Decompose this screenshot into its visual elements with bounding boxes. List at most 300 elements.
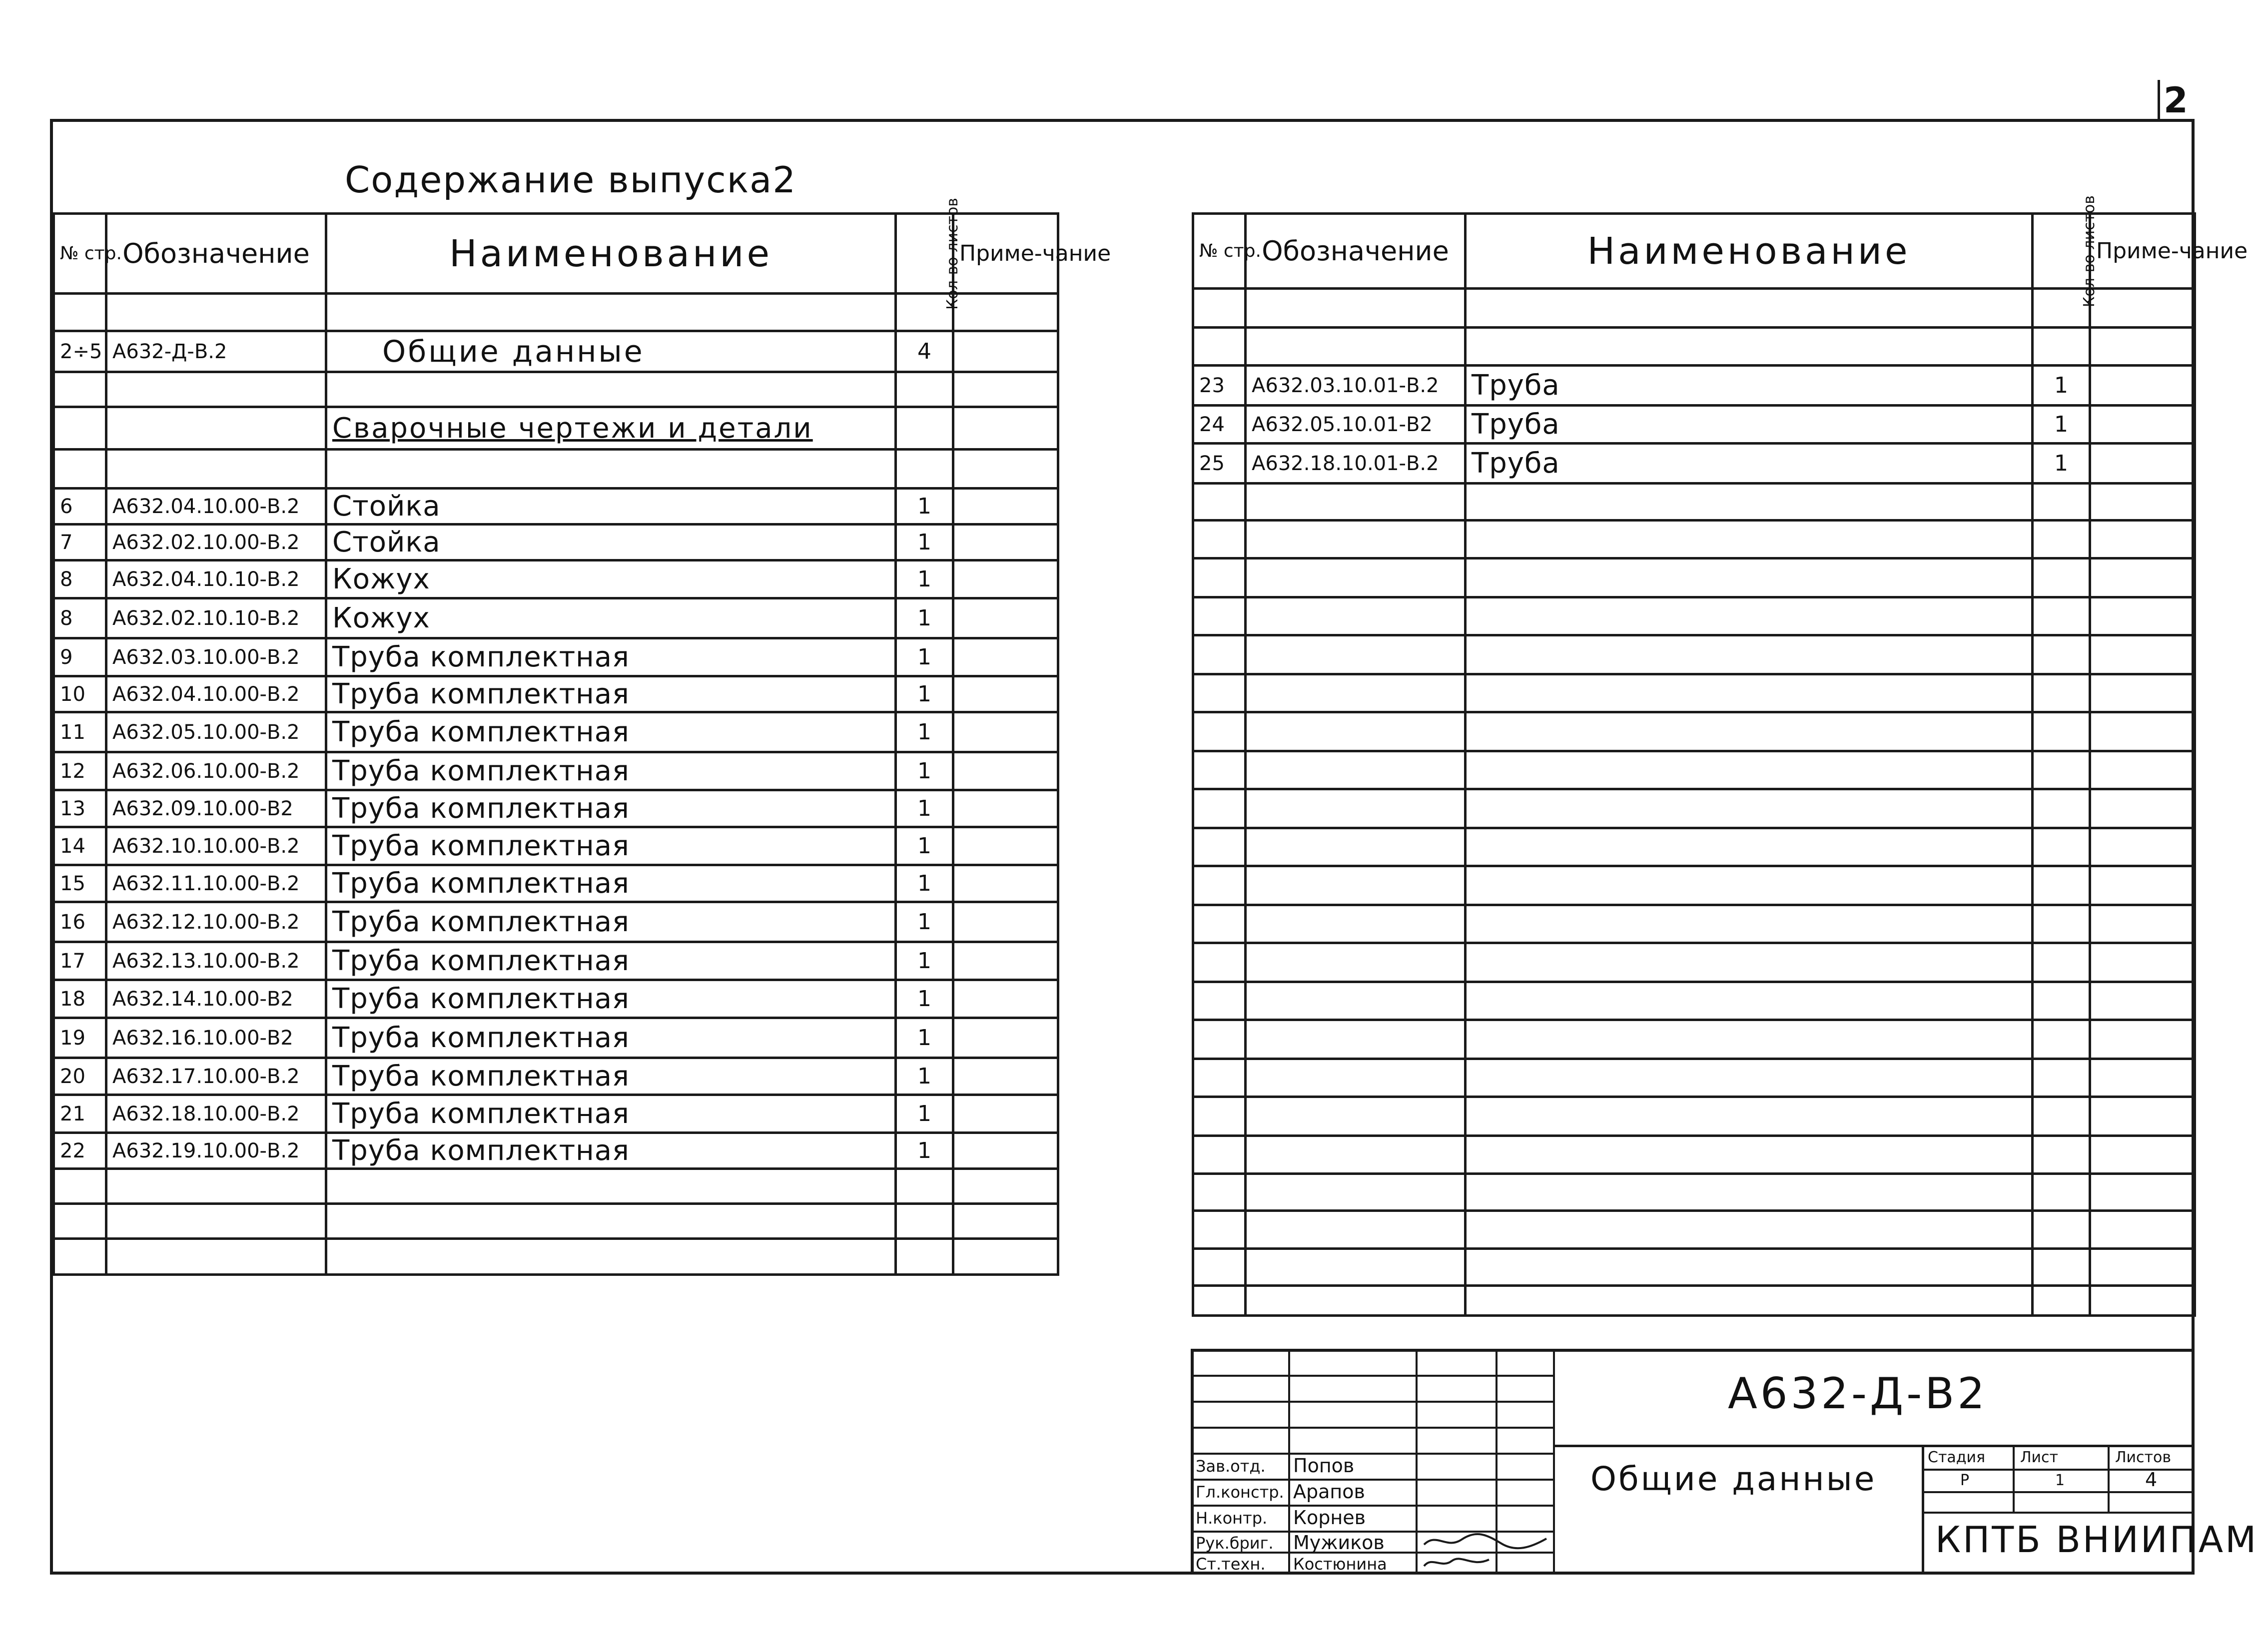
row-note	[953, 752, 1058, 790]
row-name: Труба комплектная	[326, 942, 896, 980]
row-sheet-count: 1	[896, 902, 953, 942]
row-name: Труба комплектная	[326, 752, 896, 790]
row-note	[2090, 751, 2195, 789]
row-note	[2090, 982, 2195, 1020]
row-page-number	[1193, 866, 1246, 905]
row-note	[2090, 1020, 2195, 1059]
row-name	[326, 372, 896, 407]
table-row	[1193, 751, 2195, 789]
row-note	[2090, 1174, 2195, 1211]
signer-name: Костюнина	[1293, 1555, 1387, 1574]
row-designation	[106, 1204, 326, 1239]
row-page-number	[1193, 1286, 1246, 1316]
table-row	[1193, 558, 2195, 597]
row-designation: А632.12.10.00-В.2	[106, 902, 326, 942]
row-sheet-count	[2033, 635, 2090, 674]
row-note	[953, 1018, 1058, 1058]
row-page-number	[1193, 558, 1246, 597]
table-row	[54, 790, 1058, 827]
row-note	[953, 865, 1058, 902]
table-row	[54, 525, 1058, 560]
signature-mark	[1422, 1530, 1551, 1554]
row-name	[1466, 1211, 2033, 1249]
row-designation	[1246, 943, 1466, 982]
row-note	[953, 712, 1058, 752]
table-row	[1193, 789, 2195, 828]
row-page-number	[1193, 1136, 1246, 1174]
row-designation	[106, 294, 326, 331]
row-designation	[106, 372, 326, 407]
row-note	[953, 902, 1058, 942]
sheets-value: 4	[2145, 1469, 2158, 1491]
row-page-number	[1193, 635, 1246, 674]
row-sheet-count	[896, 1169, 953, 1204]
row-designation: А632.03.10.01-В.2	[1246, 366, 1466, 406]
row-designation: А632.18.10.01-В.2	[1246, 444, 1466, 484]
row-sheet-count: 1	[896, 827, 953, 865]
row-name: Общие данные	[326, 331, 896, 372]
row-page-number: 22	[54, 1133, 106, 1169]
row-note	[953, 525, 1058, 560]
row-note	[953, 294, 1058, 331]
signer-role: Рук.бриг.	[1196, 1534, 1274, 1553]
row-name: Труба комплектная	[326, 1058, 896, 1095]
row-page-number: 20	[54, 1058, 106, 1095]
row-name: Труба комплектная	[326, 1095, 896, 1133]
signer-role: Ст.техн.	[1196, 1555, 1266, 1574]
row-name	[326, 1204, 896, 1239]
row-note	[2090, 521, 2195, 558]
table-row	[54, 489, 1058, 525]
header-page-number: № стр.	[1193, 214, 1246, 289]
row-designation	[1246, 328, 1466, 366]
row-page-number: 13	[54, 790, 106, 827]
table-row	[1193, 982, 2195, 1020]
row-sheet-count	[2033, 1136, 2090, 1174]
row-sheet-count: 1	[896, 1058, 953, 1095]
row-page-number: 18	[54, 980, 106, 1018]
row-designation: А632.13.10.00-В.2	[106, 942, 326, 980]
table-row	[54, 942, 1058, 980]
row-note	[953, 638, 1058, 676]
row-sheet-count: 1	[896, 489, 953, 525]
row-page-number	[1193, 789, 1246, 828]
row-sheet-count	[2033, 1174, 2090, 1211]
row-name: Труба комплектная	[326, 827, 896, 865]
row-name	[1466, 943, 2033, 982]
sheet-value: 1	[2055, 1472, 2065, 1489]
table-row	[54, 372, 1058, 407]
row-designation: А632.05.10.01-В2	[1246, 406, 1466, 444]
row-note	[953, 676, 1058, 712]
row-name	[326, 450, 896, 489]
table-row	[54, 598, 1058, 638]
row-designation	[1246, 674, 1466, 712]
row-name	[1466, 1059, 2033, 1097]
row-sheet-count	[896, 407, 953, 450]
table-row	[1193, 674, 2195, 712]
row-note	[2090, 1249, 2195, 1286]
document-title: Общие данные	[1590, 1460, 1877, 1498]
row-sheet-count: 1	[896, 942, 953, 980]
row-page-number: 21	[54, 1095, 106, 1133]
row-sheet-count	[2033, 1286, 2090, 1316]
row-name: Кожух	[326, 560, 896, 598]
row-sheet-count	[2033, 597, 2090, 635]
row-page-number: 7	[54, 525, 106, 560]
row-page-number: 14	[54, 827, 106, 865]
row-page-number: 6	[54, 489, 106, 525]
row-designation	[1246, 1136, 1466, 1174]
table-row	[1193, 597, 2195, 635]
row-name	[1466, 982, 2033, 1020]
row-page-number	[1193, 1249, 1246, 1286]
row-designation: А632.16.10.00-В2	[106, 1018, 326, 1058]
title-block	[1191, 1349, 2258, 1575]
row-page-number	[54, 1239, 106, 1275]
row-sheet-count	[2033, 674, 2090, 712]
row-page-number	[1193, 328, 1246, 366]
table-row	[1193, 905, 2195, 943]
row-page-number	[1193, 1097, 1246, 1136]
row-sheet-count	[2033, 943, 2090, 982]
toc-table-right	[1192, 195, 2248, 1317]
table-row	[54, 752, 1058, 790]
row-note	[2090, 1286, 2195, 1316]
row-sheet-count: 1	[2033, 366, 2090, 406]
row-designation	[1246, 905, 1466, 943]
row-note	[2090, 905, 2195, 943]
row-name: Труба	[1466, 366, 2033, 406]
row-name: Труба комплектная	[326, 980, 896, 1018]
table-row	[54, 560, 1058, 598]
signer-role: Гл.констр.	[1196, 1483, 1284, 1502]
row-page-number: 8	[54, 598, 106, 638]
row-sheet-count	[2033, 328, 2090, 366]
row-sheet-count	[2033, 789, 2090, 828]
table-row	[54, 676, 1058, 712]
row-name	[1466, 328, 2033, 366]
table-row	[54, 1204, 1058, 1239]
row-note	[953, 980, 1058, 1018]
table-row	[1193, 444, 2195, 484]
row-designation	[106, 450, 326, 489]
header-name: Наименование	[326, 214, 896, 294]
table-row	[54, 407, 1058, 450]
row-page-number	[54, 1169, 106, 1204]
row-designation: А632.04.10.00-В.2	[106, 489, 326, 525]
row-designation	[1246, 597, 1466, 635]
row-page-number	[1193, 982, 1246, 1020]
row-name	[1466, 674, 2033, 712]
header-note: Приме-чание	[953, 214, 1058, 294]
row-name: Труба комплектная	[326, 712, 896, 752]
header-note: Приме-чание	[2090, 214, 2195, 289]
row-note	[953, 1058, 1058, 1095]
row-page-number	[1193, 751, 1246, 789]
row-designation: А632.03.10.00-В.2	[106, 638, 326, 676]
stage-label: Стадия	[1928, 1449, 1986, 1466]
table-row	[54, 1239, 1058, 1275]
row-note	[953, 1239, 1058, 1275]
table-row	[54, 980, 1058, 1018]
row-note	[953, 1095, 1058, 1133]
row-page-number	[1193, 905, 1246, 943]
row-page-number: 10	[54, 676, 106, 712]
row-name	[326, 1169, 896, 1204]
row-name	[1466, 789, 2033, 828]
row-designation: А632.10.10.00-В.2	[106, 827, 326, 865]
table-row	[54, 827, 1058, 865]
header-designation: Обозначение	[1246, 214, 1466, 289]
table-row	[1193, 943, 2195, 982]
row-sheet-count	[2033, 1211, 2090, 1249]
row-designation	[1246, 1174, 1466, 1211]
table-row	[1193, 1174, 2195, 1211]
row-note	[2090, 484, 2195, 521]
table-row	[1193, 1211, 2195, 1249]
row-page-number: 19	[54, 1018, 106, 1058]
row-note	[953, 560, 1058, 598]
row-designation	[1246, 1097, 1466, 1136]
table-row	[1193, 828, 2195, 866]
row-name	[1466, 1136, 2033, 1174]
row-designation	[1246, 289, 1466, 328]
row-note	[953, 372, 1058, 407]
row-name: Сварочные чертежи и детали	[326, 407, 896, 450]
row-page-number: 12	[54, 752, 106, 790]
row-designation	[1246, 828, 1466, 866]
row-sheet-count: 1	[896, 790, 953, 827]
row-page-number: 17	[54, 942, 106, 980]
row-sheet-count: 1	[896, 676, 953, 712]
table-row	[54, 712, 1058, 752]
row-designation	[1246, 982, 1466, 1020]
signer-name: Корнев	[1293, 1507, 1366, 1529]
table-row	[1193, 406, 2195, 444]
page-number: 2	[2164, 80, 2188, 121]
row-note	[953, 827, 1058, 865]
row-note	[953, 450, 1058, 489]
row-page-number: 2÷5	[54, 331, 106, 372]
row-designation: А632.04.10.10-В.2	[106, 560, 326, 598]
table-row	[1193, 328, 2195, 366]
row-name: Труба комплектная	[326, 1018, 896, 1058]
row-name	[1466, 597, 2033, 635]
row-sheet-count: 1	[896, 980, 953, 1018]
row-page-number: 8	[54, 560, 106, 598]
row-name	[1466, 1249, 2033, 1286]
row-sheet-count	[2033, 521, 2090, 558]
row-page-number: 15	[54, 865, 106, 902]
row-designation	[1246, 521, 1466, 558]
table-row	[1193, 1136, 2195, 1174]
row-designation: А632.14.10.00-В2	[106, 980, 326, 1018]
table-row	[54, 1058, 1058, 1095]
row-name	[1466, 1174, 2033, 1211]
row-name	[1466, 1286, 2033, 1316]
row-sheet-count	[2033, 1059, 2090, 1097]
row-sheet-count	[2033, 484, 2090, 521]
row-sheet-count	[896, 450, 953, 489]
row-sheet-count	[2033, 751, 2090, 789]
row-note	[2090, 328, 2195, 366]
row-name: Труба	[1466, 406, 2033, 444]
toc-title: Содержание выпуска2	[345, 159, 797, 201]
row-note	[953, 790, 1058, 827]
row-sheet-count: 1	[2033, 444, 2090, 484]
header-designation: Обозначение	[106, 214, 326, 294]
row-page-number: 24	[1193, 406, 1246, 444]
row-page-number	[54, 450, 106, 489]
table-row	[54, 331, 1058, 372]
row-name	[1466, 484, 2033, 521]
row-note	[2090, 943, 2195, 982]
row-designation: А632.05.10.00-В.2	[106, 712, 326, 752]
row-sheet-count: 1	[896, 638, 953, 676]
table-row	[1193, 866, 2195, 905]
row-designation	[1246, 1211, 1466, 1249]
row-name	[1466, 828, 2033, 866]
table-row	[1193, 1020, 2195, 1059]
row-sheet-count	[2033, 1097, 2090, 1136]
document-code: А632-Д-В2	[1728, 1369, 1988, 1419]
row-note	[2090, 597, 2195, 635]
row-designation: А632.04.10.00-В.2	[106, 676, 326, 712]
row-sheet-count	[2033, 558, 2090, 597]
row-note	[2090, 406, 2195, 444]
row-name: Труба комплектная	[326, 865, 896, 902]
row-name: Стойка	[326, 489, 896, 525]
toc-table-left	[52, 197, 1111, 1276]
row-designation	[1246, 866, 1466, 905]
row-sheet-count: 1	[896, 525, 953, 560]
signature-mark	[1422, 1554, 1492, 1572]
row-sheet-count: 1	[896, 1095, 953, 1133]
row-sheet-count	[2033, 982, 2090, 1020]
row-designation	[106, 1169, 326, 1204]
row-designation	[1246, 712, 1466, 751]
row-name	[1466, 866, 2033, 905]
table-row	[54, 1095, 1058, 1133]
row-designation: А632.02.10.10-В.2	[106, 598, 326, 638]
signer-role: Зав.отд.	[1196, 1457, 1266, 1476]
row-name: Труба	[1466, 444, 2033, 484]
row-page-number	[1193, 674, 1246, 712]
row-note	[953, 942, 1058, 980]
row-note	[2090, 866, 2195, 905]
row-sheet-count: 4	[896, 331, 953, 372]
table-row	[54, 902, 1058, 942]
row-note	[2090, 1059, 2195, 1097]
row-page-number	[54, 372, 106, 407]
row-note	[953, 407, 1058, 450]
row-name: Труба комплектная	[326, 902, 896, 942]
signer-name: Арапов	[1293, 1481, 1365, 1503]
table-row	[54, 294, 1058, 331]
row-designation	[1246, 484, 1466, 521]
row-page-number	[1193, 597, 1246, 635]
row-name	[1466, 558, 2033, 597]
row-page-number	[1193, 1020, 1246, 1059]
row-page-number: 9	[54, 638, 106, 676]
row-designation	[1246, 558, 1466, 597]
table-row	[1193, 635, 2195, 674]
table-row	[1193, 366, 2195, 406]
row-designation	[1246, 751, 1466, 789]
row-sheet-count	[896, 1204, 953, 1239]
row-name: Труба комплектная	[326, 1133, 896, 1169]
row-note	[2090, 674, 2195, 712]
row-page-number	[1193, 828, 1246, 866]
row-designation: А632.09.10.00-В2	[106, 790, 326, 827]
row-note	[953, 1204, 1058, 1239]
row-designation: А632.19.10.00-В.2	[106, 1133, 326, 1169]
row-page-number	[1193, 1211, 1246, 1249]
row-note	[2090, 712, 2195, 751]
row-designation: А632-Д-В.2	[106, 331, 326, 372]
row-name: Кожух	[326, 598, 896, 638]
row-sheet-count	[2033, 1249, 2090, 1286]
row-page-number	[1193, 1174, 1246, 1211]
row-page-number	[1193, 521, 1246, 558]
stage-value: Р	[1960, 1472, 1970, 1489]
row-sheet-count	[2033, 905, 2090, 943]
table-row	[54, 1133, 1058, 1169]
row-name	[1466, 905, 2033, 943]
table-row	[1193, 521, 2195, 558]
table-row	[54, 1169, 1058, 1204]
row-designation	[1246, 635, 1466, 674]
row-designation	[1246, 1020, 1466, 1059]
row-note	[953, 1169, 1058, 1204]
row-name	[1466, 635, 2033, 674]
table-row	[1193, 1097, 2195, 1136]
row-note	[2090, 635, 2195, 674]
row-name	[326, 294, 896, 331]
row-sheet-count: 1	[896, 1133, 953, 1169]
row-note	[953, 598, 1058, 638]
row-designation	[106, 1239, 326, 1275]
table-row	[54, 1018, 1058, 1058]
row-note	[2090, 789, 2195, 828]
table-row	[1193, 289, 2195, 328]
row-designation: А632.17.10.00-В.2	[106, 1058, 326, 1095]
row-page-number	[1193, 943, 1246, 982]
row-sheet-count: 1	[896, 598, 953, 638]
row-note	[953, 1133, 1058, 1169]
row-sheet-count	[896, 372, 953, 407]
row-name	[1466, 521, 2033, 558]
row-name: Труба комплектная	[326, 790, 896, 827]
row-note	[2090, 444, 2195, 484]
row-page-number: 25	[1193, 444, 1246, 484]
row-page-number: 11	[54, 712, 106, 752]
row-name: Стойка	[326, 525, 896, 560]
row-designation: А632.18.10.00-В.2	[106, 1095, 326, 1133]
row-note	[2090, 366, 2195, 406]
row-designation: А632.06.10.00-В.2	[106, 752, 326, 790]
row-note	[2090, 1136, 2195, 1174]
row-designation	[1246, 1286, 1466, 1316]
header-sheet-count: Кол-во листов	[896, 214, 953, 294]
row-sheet-count: 1	[896, 560, 953, 598]
row-sheet-count	[2033, 712, 2090, 751]
row-sheet-count: 1	[896, 712, 953, 752]
row-designation: А632.11.10.00-В.2	[106, 865, 326, 902]
table-row	[1193, 1249, 2195, 1286]
row-designation	[1246, 1059, 1466, 1097]
